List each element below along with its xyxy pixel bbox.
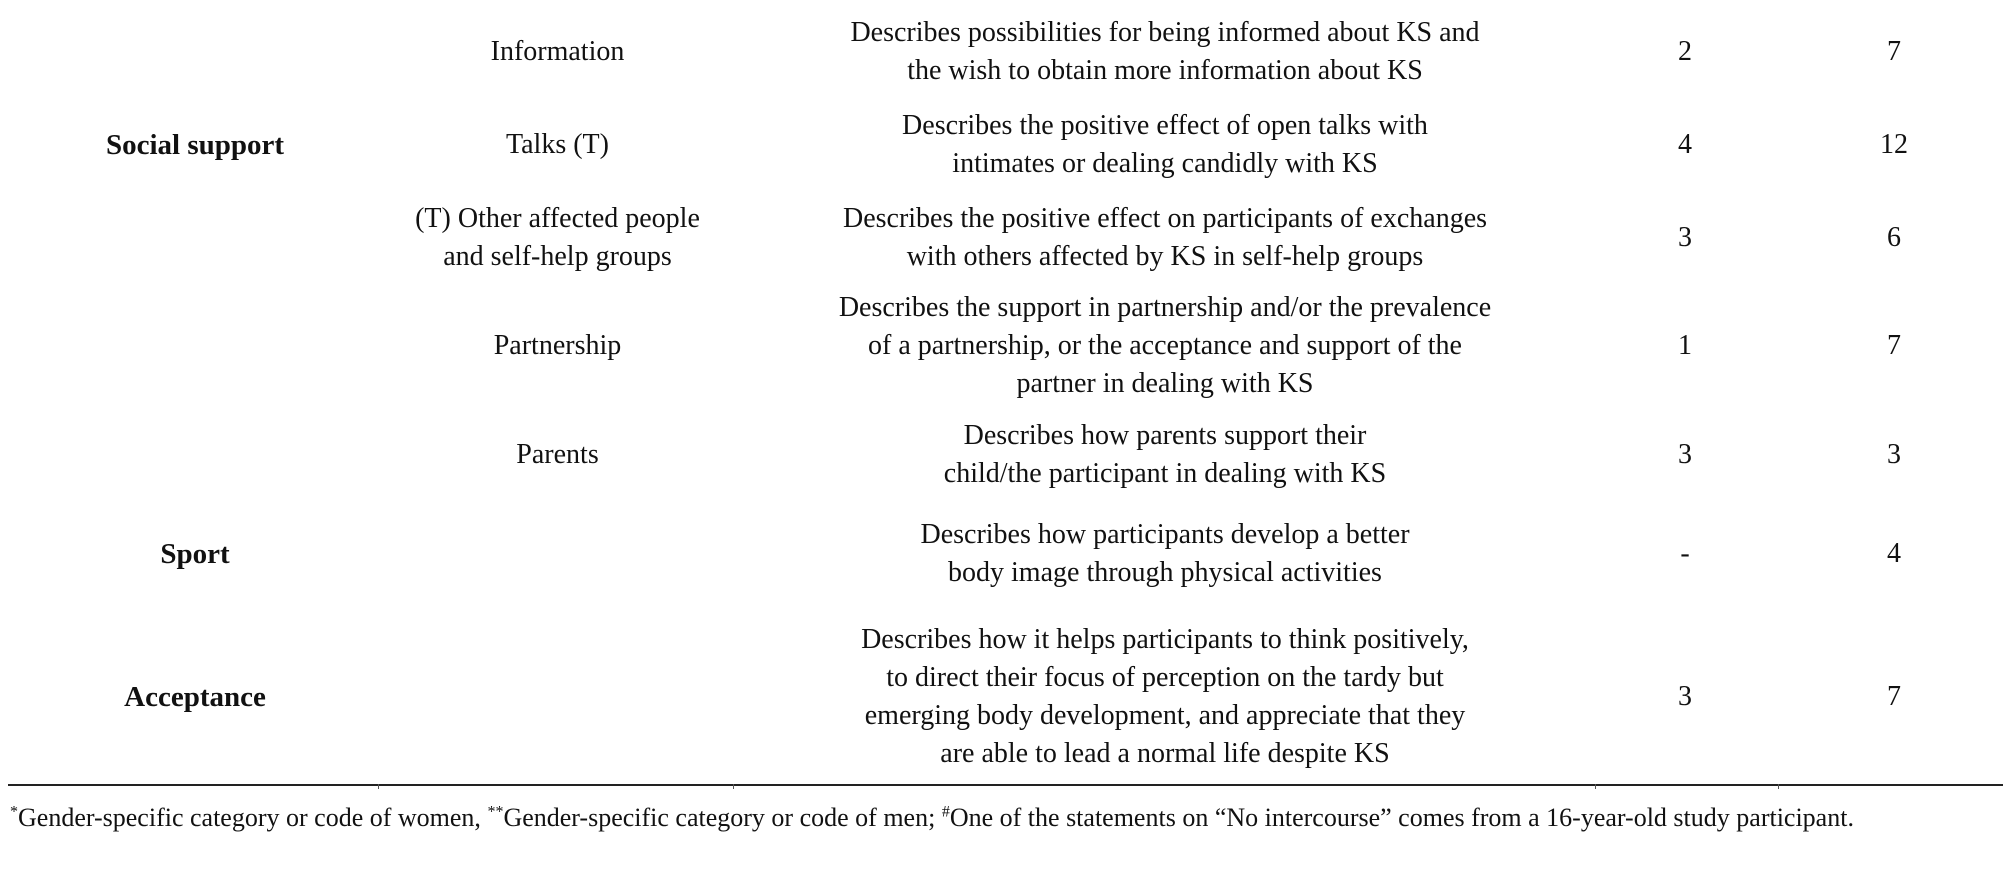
code-cell [370,513,745,595]
women-count-cell: 3 [1678,222,1692,253]
description-cell: Describes how it helps participants to think positively, to direct their focus of perception on the tardy but emerging body development, and appreciate that they are able to lead a normal life despite KS [861,624,1469,769]
code-cell: Information [490,36,625,67]
women-count-cell: 3 [1678,439,1692,470]
column-divider-tick [378,784,379,789]
description-cell: Describes the support in partnership and/or the prevalence of a partnership, or the acceptance and support of the partner in dealing with KS [838,292,1492,399]
code-cell: Talks (T) [505,129,609,160]
women-count-cell: 1 [1678,330,1692,361]
men-count-cell: 12 [1880,129,1908,160]
column-divider-tick [1778,784,1779,789]
description-cell: Describes possibilities for being informed about KS and the wish to obtain more information about KS [850,17,1480,86]
category-cell: Social support [105,129,285,161]
men-count-cell: 7 [1887,330,1901,361]
women-count-cell: 4 [1678,129,1692,160]
table-row [0,288,2003,404]
category-cell [0,197,390,279]
category-cell [0,288,390,404]
women-count-cell: 3 [1678,681,1692,712]
men-count-cell: 4 [1887,538,1901,569]
column-divider-tick [733,784,734,789]
column-divider-tick [1595,784,1596,789]
table-row [0,104,2003,186]
table-row [0,618,2003,776]
code-cell: Parents [516,439,599,470]
men-count-cell: 3 [1887,439,1901,470]
table-row [0,8,2003,96]
description-cell: Describes how participants develop a better body image through physical activities [920,519,1410,588]
footnote-text-men: Gender-specific category or code of men; [503,803,942,832]
category-cell: Sport [160,538,230,570]
category-cell: Acceptance [124,681,266,713]
table-footnote [10,800,1995,836]
code-cell: (T) Other affected people and self-help groups [415,203,700,272]
women-count-cell: 2 [1678,36,1692,67]
code-cell [370,618,745,776]
footnote-text-hash: One of the statements on “No intercourse” comes from a 16-year-old study participant. [949,803,1854,832]
men-count-cell: 7 [1887,681,1901,712]
table-row [0,513,2003,595]
footnote-mark-hash: # [941,803,950,821]
description-cell: Describes how parents support their child/the participant in dealing with KS [943,420,1387,489]
men-count-cell: 6 [1887,222,1901,253]
men-count-cell: 7 [1887,36,1901,67]
code-cell: Partnership [493,330,622,361]
table-row [0,197,2003,279]
category-cell [0,415,390,495]
footnote-mark-women: * [10,803,18,821]
footnote-text-women: Gender-specific category or code of women, [18,803,488,832]
description-cell: Describes the positive effect on participants of exchanges with others affected by KS in self-help groups [842,203,1488,272]
table-row [0,415,2003,495]
category-cell [0,8,390,96]
table-bottom-rule [8,784,2003,786]
footnote-mark-men: ** [487,803,504,821]
women-count-cell: - [1680,538,1690,569]
description-cell: Describes the positive effect of open talks with intimates or dealing candidly with KS [902,110,1428,179]
